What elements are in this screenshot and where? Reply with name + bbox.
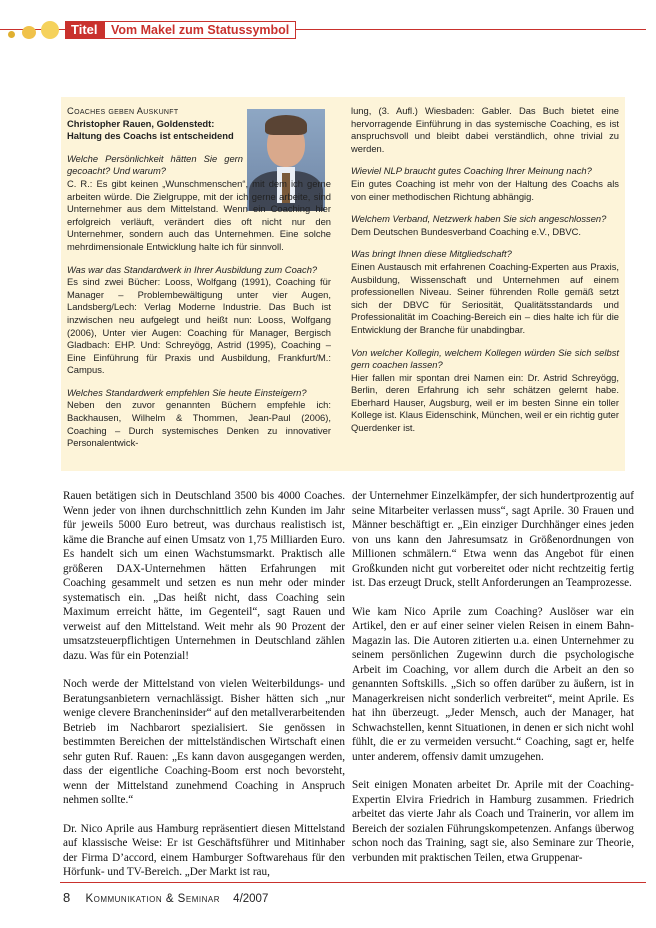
page-footer	[63, 890, 268, 905]
interview-headline: Haltung des Coachs ist entscheidend	[67, 130, 234, 142]
section-tag: Titel	[65, 21, 104, 39]
interview-answer: Neben den zuvor genannten Büchern empfehle ich: Backhausen, Wilhelm & Thommen, Jean-Paul (2006), Coaching – Durch systemisches Denken zu innovativer Personalentwick-	[67, 399, 331, 449]
article-paragraph: der Unternehmer Einzelkämpfer, der sich hundertprozentig auf seine Mitarbeiter verlassen muss“, sagt Aprile. 30 Frauen und Männer beschäftigt er. „Ein einziger Durchhänger eines jeden von uns kann den Jahresumsatz in Größenordnungen von Millionen schmälern.“ Etwa wenn das Angebot für einen Großkunden nicht gut vorbereitet oder nicht rechtzeitig fertig ist. Das erzeugt Druck, stellt Anforderungen an Teamprozesse.	[352, 490, 634, 589]
interview-answer: Es sind zwei Bücher: Looss, Wolfgang (1991), Coaching für Manager – Problembewältigung unter vier Augen, Landsberg/Lech: Verlag Moderne Industrie. Das Buch ist inzwischen neu aufgelegt und heißt nun: Looss, Wolfgang (2006), Unter vier Augen: Coaching für Manager, Bergisch Gladbach: EHP. Und: Schreyögg, Astrid (1995), Coaching – Eine Einführung für Praxis und Ausbildung, Frankfurt/M.: Campus.	[67, 276, 331, 376]
interview-question: Was bringt Ihnen diese Mitgliedschaft?	[351, 248, 512, 260]
interview-right-column	[351, 105, 619, 435]
interview-question: Welche Persönlichkeit hätten Sie gern gecoacht? Und warum?	[67, 152, 243, 177]
interviewee-name: Christopher Rauen, Goldenstedt:	[67, 117, 215, 129]
decor-dot-icon	[22, 26, 36, 39]
page-title: Vom Makel zum Statussymbol	[104, 21, 296, 39]
issue-number: 4/2007	[233, 893, 269, 905]
article-paragraph: Noch werde der Mittelstand von vielen Weiterbildungs- und Beratungsanbietern vernachlässigt. Bisher hätten sich „nur wenige clevere Brancheninsider“ auf den metallverarbeitenden Betrieb im Nachbarort spezialisiert. Sie genössen in bestimmten Bereichen der mittelständischen Wirtschaft einen sehr guten Ruf. Rauen: „Es kann davon ausgegangen werden, dass der eigentliche Coaching-Boom erst noch bevorsteht, wenn der Mittelstand zunehmend Coaching in Anspruch nehmen sollte.“	[63, 678, 345, 806]
interview-box	[61, 97, 625, 471]
interview-answer: lung, (3. Aufl.) Wiesbaden: Gabler. Das Buch bietet eine hervorragende Einführung in das systemische Coaching, es ist anspruchsvoll und bleibt dabei verständlich, ohne trivial zu werden.	[351, 105, 619, 154]
page-header	[0, 20, 656, 44]
footer-rule	[60, 882, 646, 883]
interview-answer: Ein gutes Coaching ist mehr von der Haltung des Coachs als von einer methodischen Richtung abhängig.	[351, 177, 619, 202]
page-number: 8	[63, 890, 71, 905]
interview-question: Welches Standardwerk empfehlen Sie heute Einsteigern?	[67, 386, 307, 398]
article-paragraph: Rauen betätigen sich in Deutschland 3500 bis 4000 Coaches. Wenn jeder von ihnen durchschnittlich zehn Kunden im Jahr für jeweils 5000 Euro betreut, was durchaus realistisch ist, käme die Branche auf einen Umsatz von 1,75 Milliarden Euro. Es handelt sich um einen Wachstumsmarkt. Praktisch alle größeren DAX-Unternehmen hätten Erfahrungen mit Coaching gesammelt und setzen es nun mehr oder minder systematisch ein. „Das heißt nicht, dass Coaching sein Maximum erreicht hätte, im Gegenteil“, sagt Rauen und verweist auf den Mittelstand. Weit mehr als 90 Prozent der umsatzsteuerpflichtigen Unternehmen in Deutschland zählen dazu. Was für ein Potenzial!	[63, 490, 345, 662]
header-decoration	[8, 21, 60, 41]
article-paragraph: Wie kam Nico Aprile zum Coaching? Auslöser war ein Artikel, den er auf einer seiner vielen Reisen in einem Bahn-Magazin las. Die Autoren zitierten u.a. einen Unternehmer zu seinem persönlichen Zugewinn durch die psychologische Arbeit im Coaching, vor allem durch die Arbeit an den so genannten Softskills. „Sich so offen darüber zu äußern, ist in Managerkreisen nicht sonderlich verbreitet“, meint Aprile. Es hat ihn überzeugt. „Jeder Mensch, auch der Manager, hat Schwachstellen, kennt Situationen, in denen er sich nicht wohl fühlt, die er zu vermeiden versucht.“ Coaching, sagt er, helfe unter anderem, offensiv damit umzugehen.	[352, 605, 634, 763]
interview-answer: Einen Austausch mit erfahrenen Coaching-Experten aus Praxis, Ausbildung, Wissenschaft und Unternehmen auf einem professionellen Niveau. Seiner führenden Rolle gemäß setzt sich der DBVC für Seriosität, Qualitätsstandards und Professionalität im Coaching-Bereich ein – dies halte ich für die Entwicklung der Branche für unabdingbar.	[351, 260, 619, 335]
article-column-right	[352, 489, 634, 865]
decor-dot-icon	[8, 31, 15, 38]
article-paragraph: Seit einigen Monaten arbeitet Dr. Aprile mit der Coaching-Expertin Elvira Friedrich in Hamburg zusammen. Friedrich arbeitet das vierte Jahr als Coach und Trainerin, vor allem im Bereich der sozialen Führungskompetenzen. Anfangs überwog schon noch das Training, sagt sie, also Seminare zur Theorie, verbunden mit praktischen Teilen, etwa Gruppenar-	[352, 779, 634, 864]
interview-question: Von welcher Kollegin, welchem Kollegen würden Sie sich selbst gern coachen lassen?	[351, 346, 619, 371]
interview-left-column	[67, 105, 331, 450]
article-column-left	[63, 489, 345, 880]
article-paragraph: Dr. Nico Aprile aus Hamburg repräsentiert diesen Mittelstand auf klassische Weise: Er ist Geschäftsführer und Mitinhaber der Firma D’accord, einem Hamburger Softwarehaus für den Hörfunk- und TV-Bereich. „Der Markt ist rau,	[63, 822, 345, 878]
publication-name: Kommunikation & Seminar	[85, 893, 220, 905]
interview-question: Welchem Verband, Netzwerk haben Sie sich angeschlossen?	[351, 213, 607, 225]
interview-answer: C. R.: Es gibt keinen „Wunschmenschen“, mit dem ich gerne arbeiten würde. Die Zielgruppe, mit der ich gerne arbeite, sind Unternehmer aus dem Mittelstand. Wenn ein Coaching hier erfolgreich verläuft, verändert dies oft nicht nur den Unternehmer, sondern auch das Unternehmen. Eine solche mehrdimensionale Entwicklung halte ich für sinnvoll.	[67, 177, 331, 252]
interview-answer: Hier fallen mir spontan drei Namen ein: Dr. Astrid Schreyögg, Berlin, deren Erfahrung ich sehr schätzen gelernt habe. Eberhard Hauser, Augsburg, weil er im besten Sinne ein toller Kollege ist. Klaus Eidenschink, München, weil er ein richtig guter Querdenker ist.	[351, 371, 619, 434]
interview-question: Wieviel NLP braucht gutes Coaching Ihrer Meinung nach?	[351, 165, 592, 177]
interview-kicker: Coaches geben Auskunft	[67, 105, 179, 116]
interview-answer: Dem Deutschen Bundesverband Coaching e.V., DBVC.	[351, 225, 581, 237]
decor-dot-icon	[41, 21, 59, 39]
interview-question: Was war das Standardwerk in Ihrer Ausbildung zum Coach?	[67, 263, 318, 275]
